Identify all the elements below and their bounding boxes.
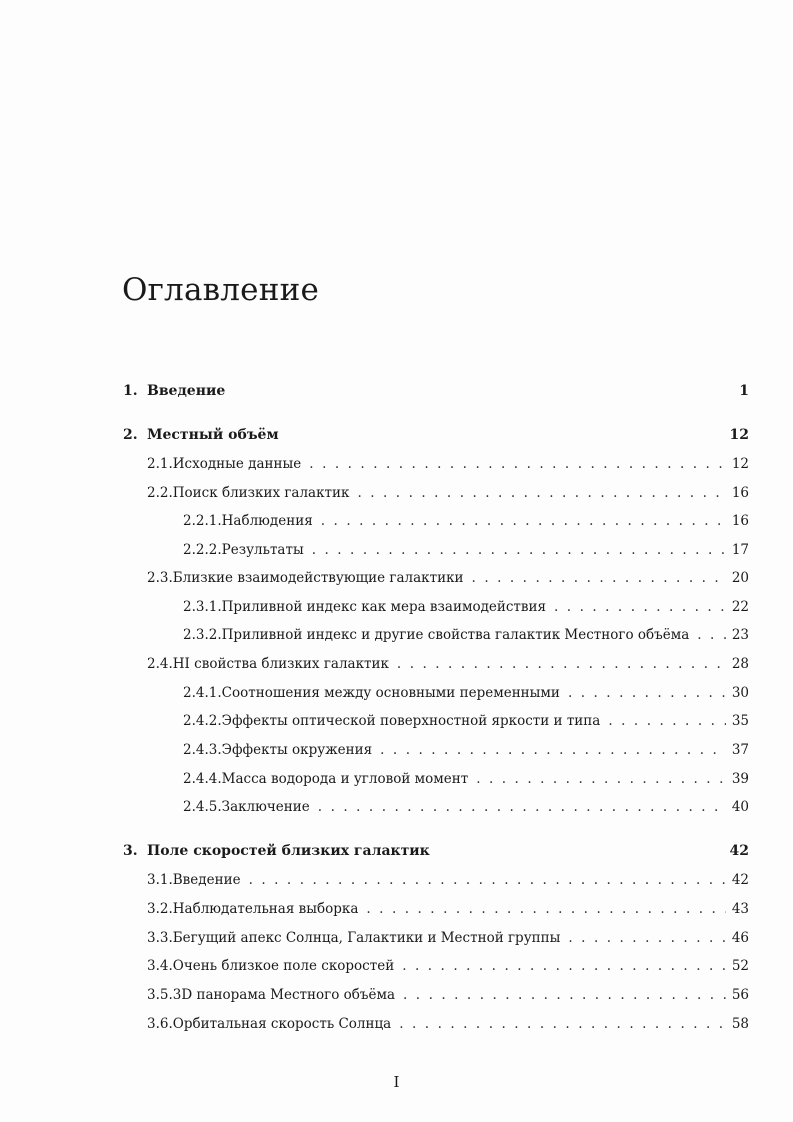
toc-title: Очень близкое поле скоростей [172,958,395,974]
toc-subsection[interactable] [183,512,749,530]
toc-title: Наблюдательная выборка [172,901,359,917]
toc-number: 2.3.2. [183,627,222,643]
toc-title: Наблюдения [221,513,313,529]
toc-page-number: 58 [731,1016,749,1032]
toc-section[interactable] [147,871,749,889]
toc-page-number: 23 [731,627,749,643]
toc-page-number: 12 [731,456,749,472]
toc-number: 2.2.1. [183,513,222,529]
toc-leader [318,798,726,816]
toc-page-number: 16 [731,485,749,501]
toc-title: Введение [147,383,226,399]
toc-page-number: 12 [729,427,749,443]
toc-number: 2.4.5. [183,799,222,815]
toc-page-number: 52 [731,958,749,974]
toc-number: 2.2.2. [183,542,222,558]
toc-subsection[interactable] [183,684,749,702]
toc-page-number: 35 [731,713,749,729]
toc-chapter-2[interactable] [123,426,749,444]
toc-section[interactable] [147,484,749,502]
toc-page-number: 37 [731,742,749,758]
toc-title: Поиск близких галактик [172,485,350,501]
toc-section[interactable] [147,569,749,587]
toc-number: 3. [123,843,138,859]
toc-number: 2.4.4. [183,771,222,787]
toc-section[interactable] [147,957,749,975]
page-title: Оглавление [122,272,319,308]
toc-leader [403,986,726,1004]
toc-number: 3.3. [147,930,173,946]
toc-number: 3.6. [147,1016,173,1032]
toc-title: Эффекты оптической поверхностной яркости и типа [221,713,601,729]
toc-page-number: 30 [731,685,749,701]
toc-title: Приливной индекс как мера взаимодействия [221,599,547,615]
toc-section[interactable] [147,1015,749,1033]
toc-page-number: 56 [731,987,749,1003]
toc-leader [321,512,726,530]
toc-number: 3.4. [147,958,173,974]
toc-title: Поле скоростей близких галактик [147,843,430,859]
toc-title: Близкие взаимодействующие галактики [172,570,464,586]
toc-subsection[interactable] [183,741,749,759]
page-footer-number: I [393,1073,400,1091]
toc-leader [357,484,725,502]
toc-title: Масса водорода и угловой момент [221,771,469,787]
toc-page-number: 42 [729,843,749,859]
toc-page-number: 28 [731,656,749,672]
toc-leader [472,569,726,587]
toc-leader [608,712,725,730]
toc-subsection[interactable] [183,770,749,788]
toc-chapter-3[interactable] [123,842,749,860]
toc-section[interactable] [147,455,749,473]
toc-page-number: 20 [731,570,749,586]
toc-number: 2.3. [147,570,173,586]
toc-page-number: 40 [731,799,749,815]
toc-title: Бегущий апекс Солнца, Галактики и Местной группы [172,930,561,946]
toc-leader [366,900,725,918]
toc-leader [476,770,726,788]
toc-leader [249,871,726,889]
toc-leader [312,541,726,559]
toc-subsection[interactable] [183,598,749,616]
toc-number: 3.5. [147,987,173,1003]
toc-leader [399,1015,726,1033]
toc-subsection[interactable] [183,626,749,644]
toc-subsection[interactable] [183,541,749,559]
toc-title: Результаты [221,542,304,558]
toc-page-number: 16 [731,513,749,529]
toc-number: 2. [123,427,138,443]
toc-subsection[interactable] [183,712,749,730]
toc-title: Исходные данные [172,456,302,472]
toc-page-number: 42 [731,872,749,888]
toc-number: 2.4. [147,656,173,672]
toc-title: Эффекты окружения [221,742,373,758]
toc-number: 2.4.1. [183,685,222,701]
toc-leader [380,741,726,759]
toc-number: 2.3.1. [183,599,222,615]
toc-title: 3D панорама Местного объёма [172,987,396,1003]
toc-title: Соотношения между основными переменными [221,685,560,701]
toc-number: 2.2. [147,485,173,501]
toc-section[interactable] [147,929,749,947]
toc-page-number: 22 [731,599,749,615]
toc-title: Орбитальная скорость Солнца [172,1016,392,1032]
toc-leader [309,455,726,473]
toc-subsection[interactable] [183,798,749,816]
toc-leader [697,626,726,644]
toc-title: Заключение [221,799,310,815]
toc-section[interactable] [147,655,749,673]
toc-number: 3.2. [147,901,173,917]
toc-leader [568,684,726,702]
toc-section[interactable] [147,900,749,918]
toc-title: Приливной индекс и другие свойства галактик Местного объёма [221,627,690,643]
toc-page-number: 1 [739,383,749,399]
toc-chapter-1[interactable] [123,382,749,400]
toc-leader [397,655,726,673]
toc-number: 2.1. [147,456,173,472]
toc-number: 2.4.2. [183,713,222,729]
toc-leader [568,929,725,947]
toc-number: 3.1. [147,872,173,888]
toc-leader [402,957,726,975]
toc-leader [554,598,726,616]
toc-page-number: 39 [731,771,749,787]
toc-page-number: 46 [731,930,749,946]
toc-title: HI свойства близких галактик [172,656,389,672]
toc-page-number: 17 [731,542,749,558]
toc-section[interactable] [147,986,749,1004]
toc-number: 2.4.3. [183,742,222,758]
toc-title: Введение [172,872,241,888]
toc-title: Местный объём [147,427,279,443]
toc-number: 1. [123,383,138,399]
toc-page-number: 43 [731,901,749,917]
